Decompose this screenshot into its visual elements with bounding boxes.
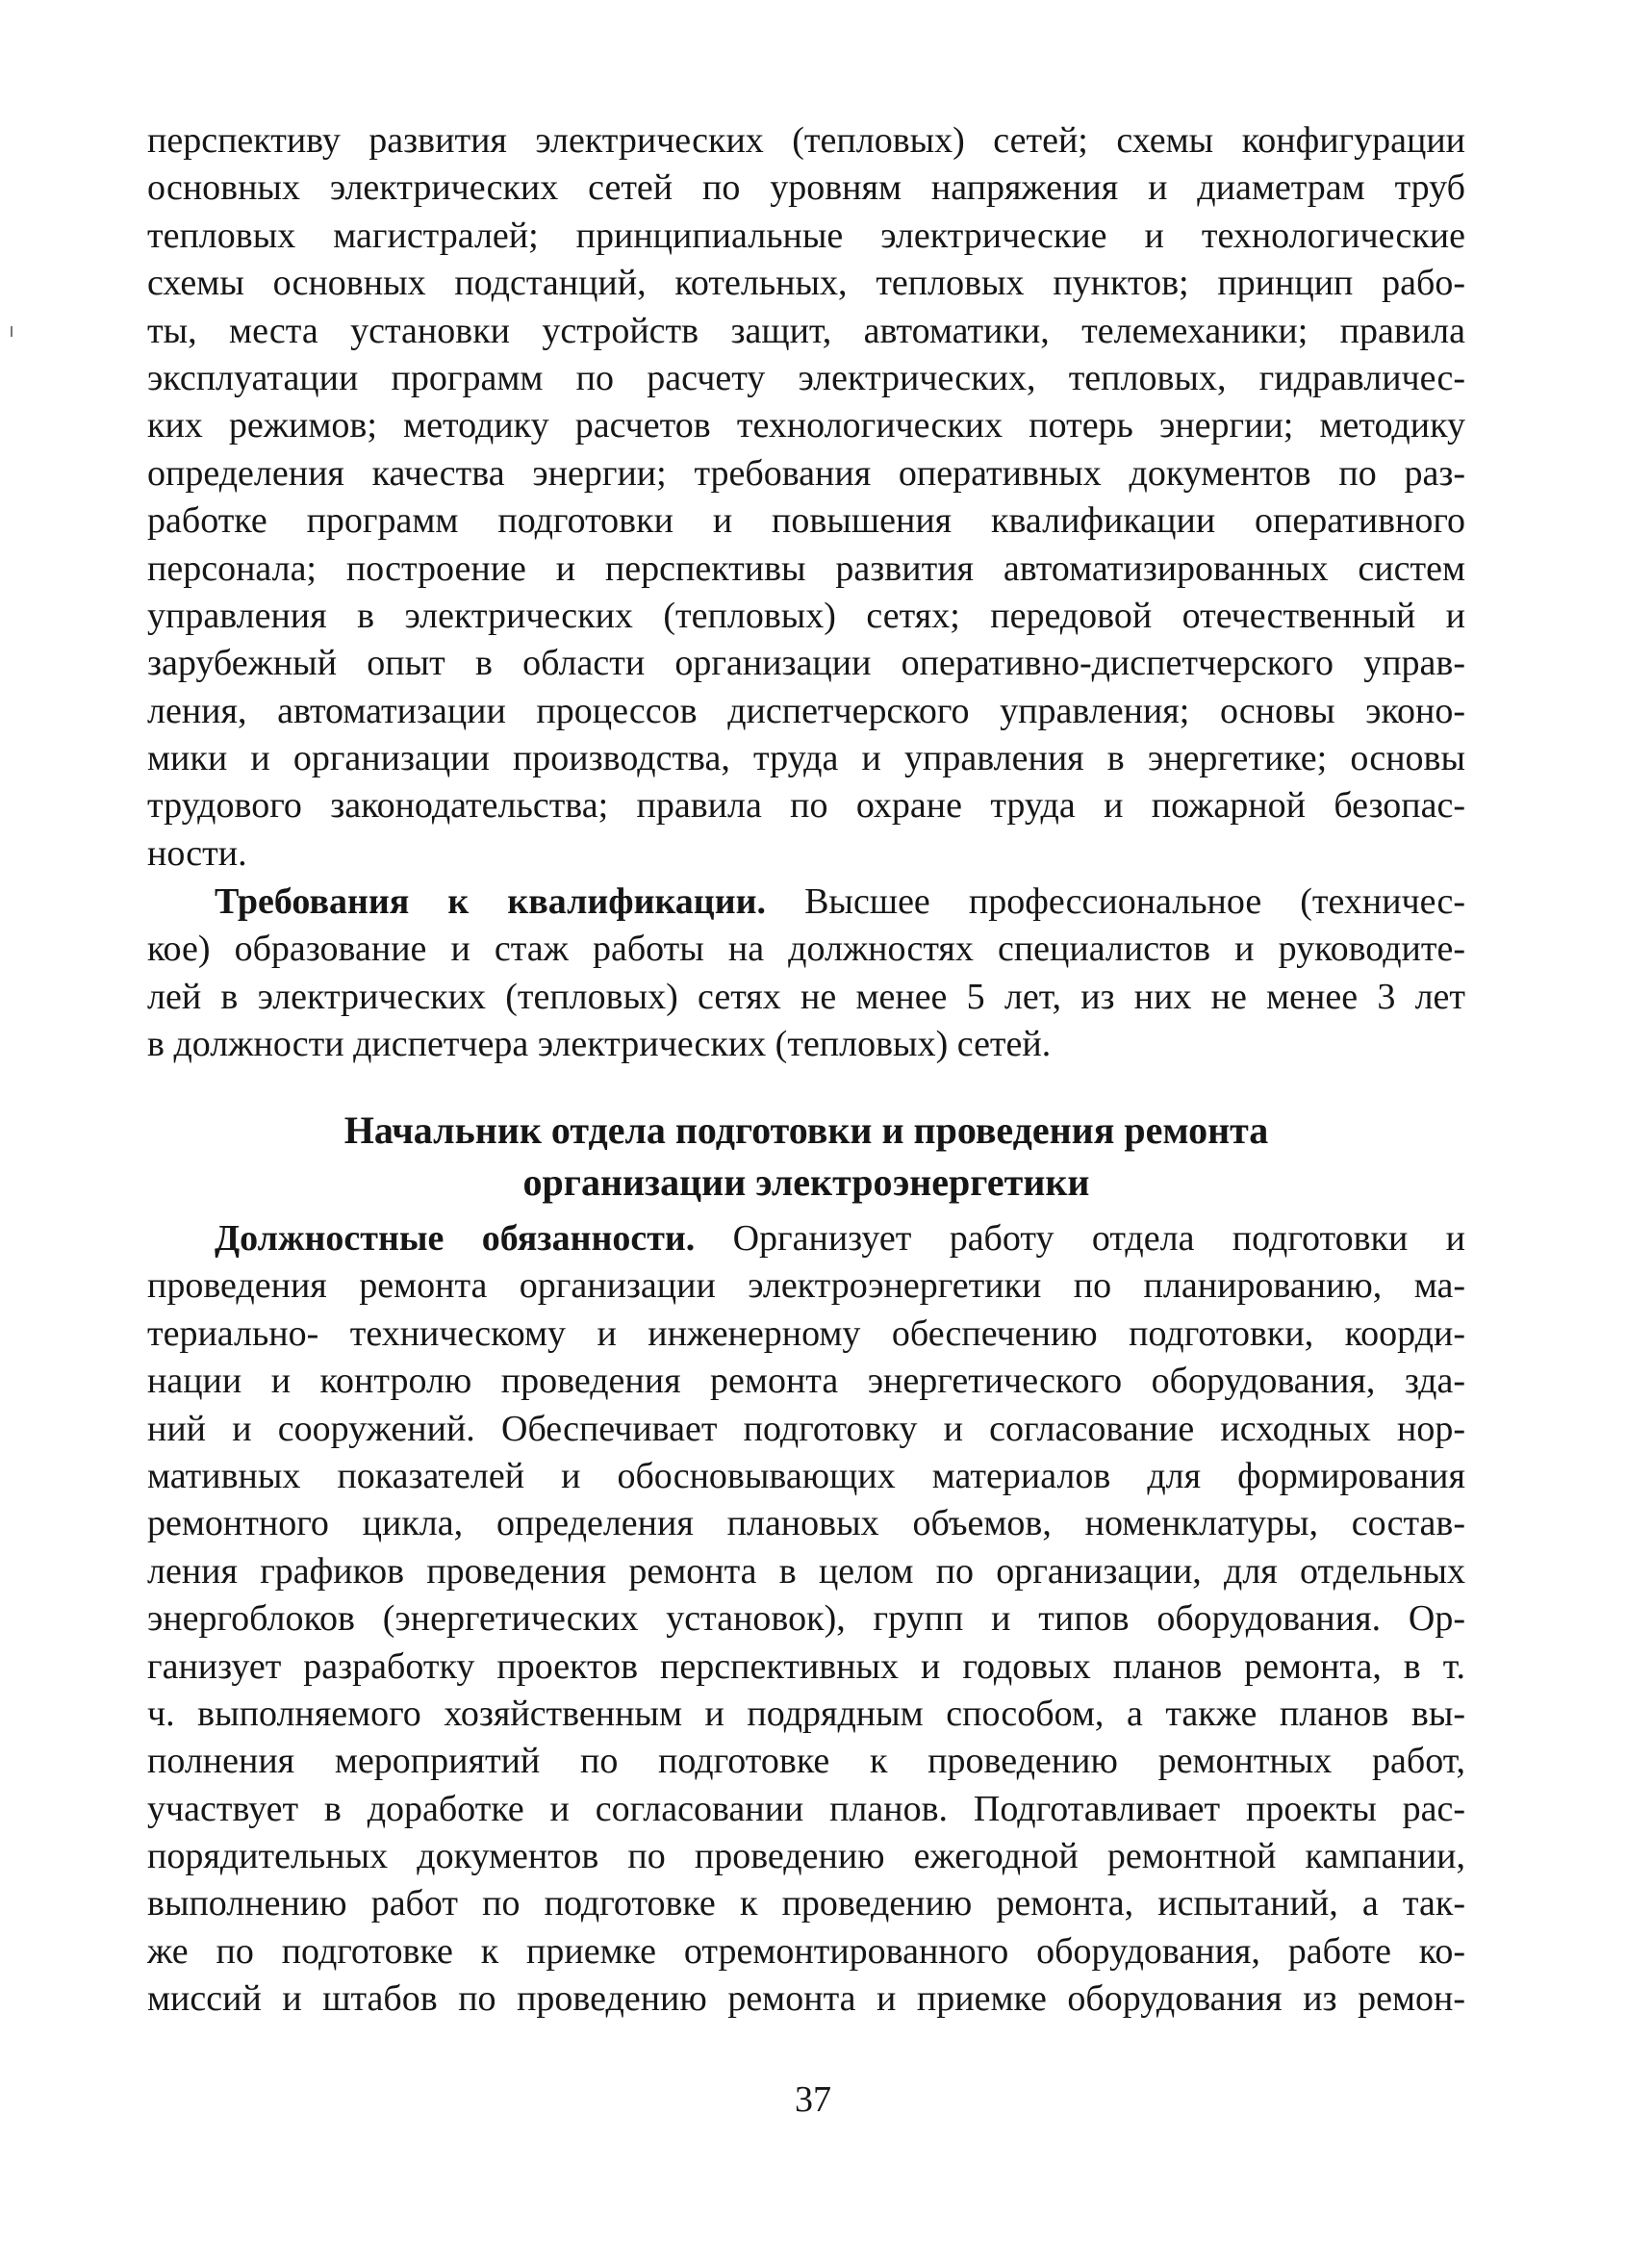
text-line: ления, автоматизации процессов диспетчерского управления; основы эконо- [147,690,1465,731]
text-line: выполнению работ по подготовке к проведению ремонта, испытаний, а так- [147,1883,1465,1924]
text-line: кое) образование и стаж работы на должностях специалистов и руководите- [147,929,1465,970]
text-line: нации и контролю проведения ремонта энергетического оборудования, зда- [147,1361,1465,1402]
text-line: энергоблоков (энергетических установок), групп и типов оборудования. Ор- [147,1598,1465,1640]
text-line: ты, места установки устройств защит, автоматики, телемеханики; правила [147,310,1465,351]
heading-line: организации электроэнергетики [522,1160,1090,1204]
text-line: перспективу развития электрических (тепловых) сетей; схемы конфигурации [147,120,1465,161]
qualification-first-line: Высшее профессиональное (техничес- [766,881,1465,922]
text-line: зарубежный опыт в области организации оперативно-диспетчерского управ- [147,643,1465,684]
paragraph-knowledge-continuation [147,117,1465,878]
text-line: лей в электрических (тепловых) сетях не менее 5 лет, из них не менее 3 лет [147,976,1465,1017]
text-line: определения качества энергии; требования оперативных документов по раз- [147,452,1465,494]
text-line: работке программ подготовки и повышения квалификации оперативного [147,500,1465,542]
qualification-lead: Требования к квалификации. [215,881,766,922]
text-line: ний и сооружений. Обеспечивает подготовку и согласование исходных нор- [147,1408,1465,1449]
text-line: ких режимов; методику расчетов технологических потерь энергии; методику [147,405,1465,446]
text-line: ремонтного цикла, определения плановых объемов, номенклатуры, состав- [147,1503,1465,1544]
text-line: управления в электрических (тепловых) сетях; передовой отечественный и [147,595,1465,636]
text-line: порядительных документов по проведению ежегодной ремонтной кампании, [147,1836,1465,1877]
text-line: териально- техническому и инженерному обеспечению подготовки, коорди- [147,1312,1465,1354]
section-heading [147,1105,1465,1209]
text-line: же по подготовке к приемке отремонтированного оборудования, работе ко- [147,1930,1465,1972]
text-line: схемы основных подстанций, котельных, тепловых пунктов; принцип рабо- [147,263,1465,304]
paragraph-duties [147,1215,1465,2024]
text-line: участвует в доработке и согласовании планов. Подготавливает проекты рас- [147,1788,1465,1829]
heading-line: Начальник отдела подготовки и проведения ремонта [343,1109,1269,1152]
text-line: мативных показателей и обосновывающих материалов для формирования [147,1455,1465,1496]
text-line: мики и организации производства, труда и управления в энергетике; основы [147,738,1465,779]
paragraph-qualification [147,879,1465,1069]
text-line [147,1215,1465,1262]
text-line: в должности диспетчера электрических (тепловых) сетей. [147,1024,1052,1065]
text-line: ления графиков проведения ремонта в целом по организации, для отдельных [147,1550,1465,1592]
text-line: ч. выполняемого хозяйственным и подрядным способом, а также планов вы- [147,1693,1465,1734]
text-line [147,879,1465,926]
text-line: полнения мероприятий по подготовке к проведению ремонтных работ, [147,1741,1465,1782]
text-line: персонала; построение и перспективы развития автоматизированных систем [147,548,1465,589]
text-line: тепловых магистралей; принципиальные электрические и технологические [147,215,1465,256]
text-line: эксплуатации программ по расчету электрических, тепловых, гидравличес- [147,357,1465,398]
text-line: миссий и штабов по проведению ремонта и приемке оборудования из ремон- [147,1978,1465,2020]
duties-first-line: Организует работу отдела подготовки и [695,1218,1465,1259]
text-line: основных электрических сетей по уровням напряжения и диаметрам труб [147,167,1465,209]
page-number: 37 [795,2079,831,2120]
text-line: проведения ремонта организации электроэнергетики по планированию, ма- [147,1265,1465,1307]
text-line: трудового законодательства; правила по охране труда и пожарной безопас- [147,785,1465,827]
text-line: ганизует разработку проектов перспективных и годовых планов ремонта, в т. [147,1645,1465,1687]
duties-lead: Должностные обязанности. [215,1218,696,1259]
margin-mark [11,326,13,337]
text-line: ности. [147,832,247,874]
